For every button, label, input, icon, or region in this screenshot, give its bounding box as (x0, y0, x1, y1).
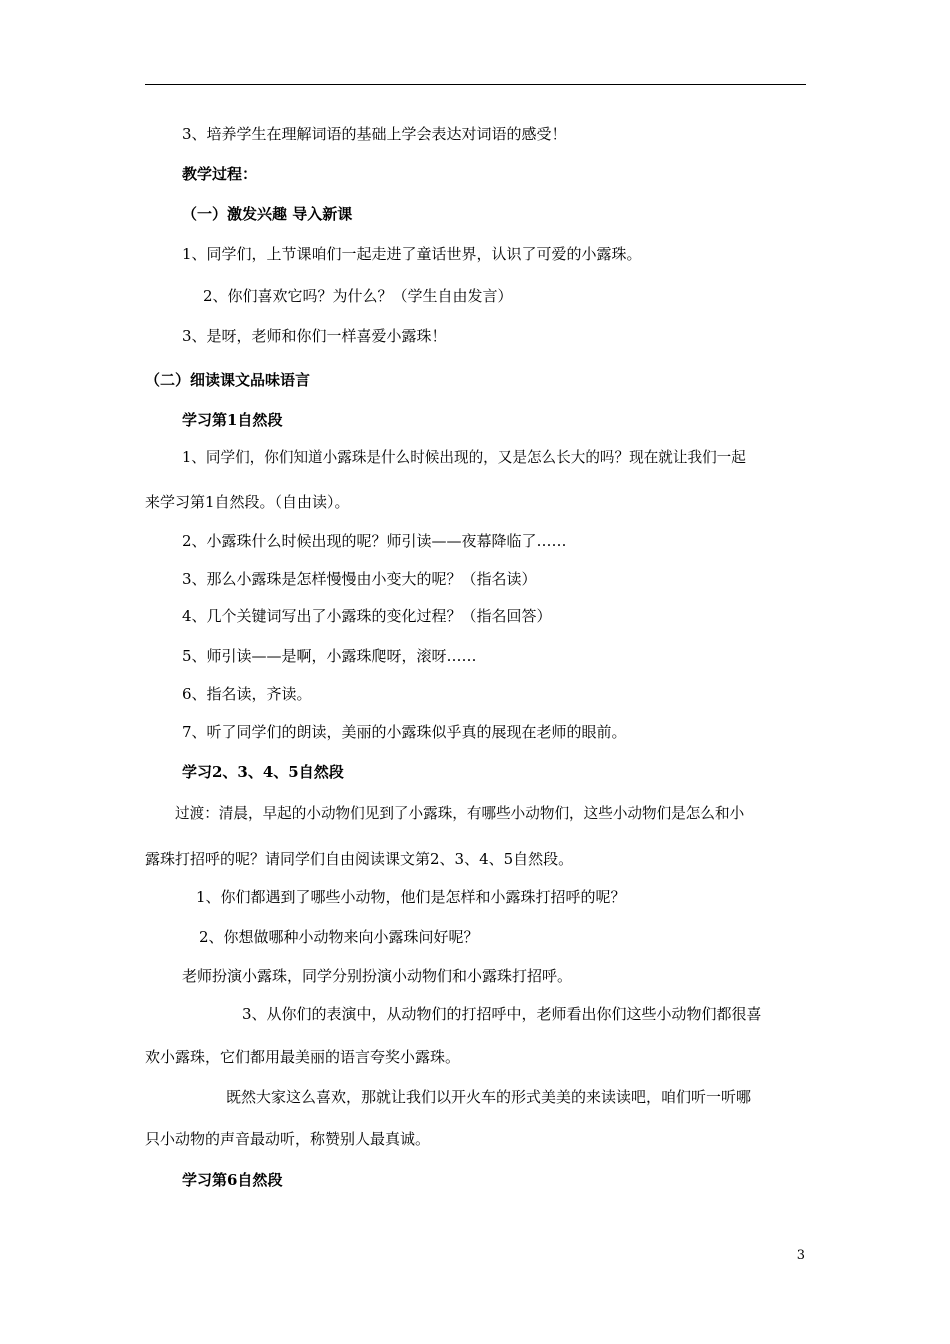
paragraph: 欢小露珠，它们都用最美丽的语言夸奖小露珠。 (145, 1048, 461, 1066)
paragraph: 5、师引读——是啊，小露珠爬呀，滚呀…… (182, 647, 477, 665)
paragraph: 6、指名读，齐读。 (182, 685, 312, 703)
paragraph: 2、你们喜欢它吗？为什么？（学生自由发言） (203, 287, 513, 305)
paragraph: 来学习第1自然段。（自由读）。 (145, 493, 350, 511)
paragraph: 3、从你们的表演中，从动物们的打招呼中，老师看出你们这些小动物们都很喜 (242, 1005, 762, 1023)
section-heading-part-2: （二）细读课文品味语言 (145, 371, 311, 389)
objective-3: 3、培养学生在理解词语的基础上学会表达对词语的感受！ (182, 125, 567, 143)
subheading-paragraph-1: 学习第1自然段 (182, 411, 283, 429)
section-heading-part-1: （一）激发兴趣 导入新课 (182, 205, 353, 223)
paragraph: 老师扮演小露珠，同学分别扮演小动物们和小露珠打招呼。 (182, 967, 573, 985)
page-number: 3 (796, 1248, 805, 1263)
paragraph: 4、几个关键词写出了小露珠的变化过程？（指名回答） (182, 607, 552, 625)
paragraph: 2、小露珠什么时候出现的呢？师引读——夜幕降临了…… (182, 532, 567, 550)
paragraph: 3、是呀，老师和你们一样喜爱小露珠！ (182, 327, 447, 345)
paragraph: 过渡：清晨，早起的小动物们见到了小露珠，有哪些小动物们，这些小动物们是怎么和小 (175, 805, 745, 822)
paragraph: 1、同学们，你们知道小露珠是什么时候出现的，又是怎么长大的吗？现在就让我们一起 (182, 449, 746, 466)
paragraph: 2、你想做哪种小动物来向小露珠问好呢？ (199, 928, 479, 946)
subheading-paragraph-6: 学习第6自然段 (182, 1171, 283, 1189)
paragraph: 1、你们都遇到了哪些小动物，他们是怎样和小露珠打招呼的呢？ (196, 888, 626, 906)
paragraph: 3、那么小露珠是怎样慢慢由小变大的呢？（指名读） (182, 570, 537, 588)
paragraph: 露珠打招呼的呢？请同学们自由阅读课文第2、3、4、5自然段。 (145, 850, 574, 868)
paragraph: 既然大家这么喜欢，那就让我们以开火车的形式美美的来读读吧，咱们听一听哪 (226, 1088, 752, 1106)
paragraph: 1、同学们，上节课咱们一起走进了童话世界，认识了可爱的小露珠。 (182, 245, 642, 263)
section-heading-teaching-process: 教学过程： (182, 165, 258, 183)
paragraph: 7、听了同学们的朗读，美丽的小露珠似乎真的展现在老师的眼前。 (182, 723, 627, 741)
subheading-paragraphs-2-5: 学习2、3、4、5自然段 (182, 763, 344, 781)
paragraph: 只小动物的声音最动听，称赞别人最真诚。 (145, 1130, 431, 1148)
header-rule (145, 84, 806, 85)
